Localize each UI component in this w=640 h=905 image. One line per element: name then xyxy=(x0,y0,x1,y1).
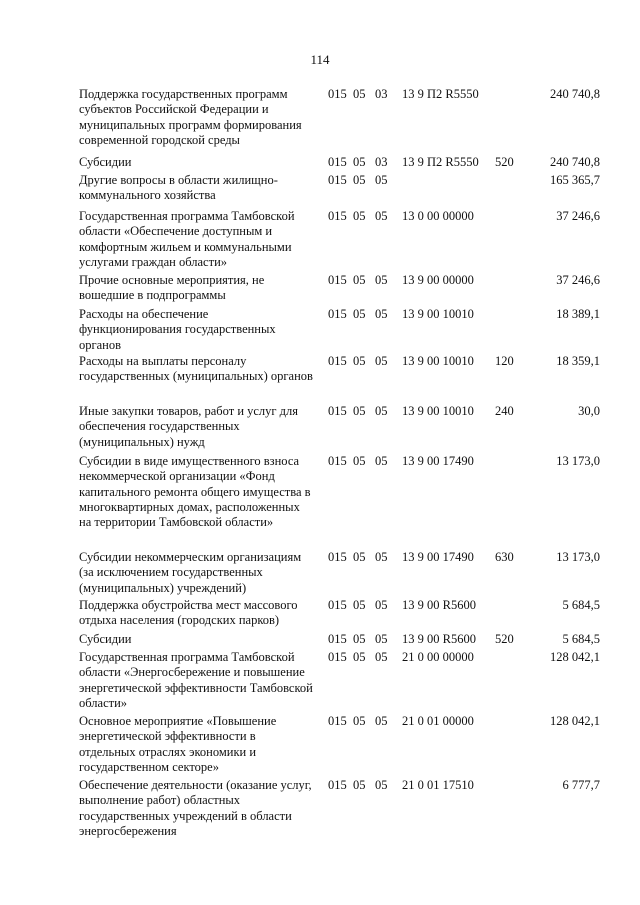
row-ministry-code: 015 xyxy=(328,307,347,321)
row-ministry-code: 015 xyxy=(328,404,347,418)
row-section-code: 05 xyxy=(353,650,366,664)
row-section-code: 05 xyxy=(353,87,366,101)
table-row xyxy=(0,550,640,598)
row-target-code: 13 9 П2 R5550 xyxy=(402,87,479,101)
row-amount: 6 777,7 xyxy=(562,778,600,792)
table-row xyxy=(0,650,640,714)
row-name: Субсидии xyxy=(79,155,132,169)
row-target-code: 13 9 00 00000 xyxy=(402,273,474,287)
table-row xyxy=(0,714,640,778)
table-row xyxy=(0,454,640,550)
row-target-code: 13 9 П2 R5550 xyxy=(402,155,479,169)
row-target-code: 13 9 00 10010 xyxy=(402,404,474,418)
row-subsection-code: 05 xyxy=(375,404,388,418)
row-subsection-code: 05 xyxy=(375,454,388,468)
row-subsection-code: 05 xyxy=(375,209,388,223)
row-expense-type: 120 xyxy=(495,354,514,368)
row-section-code: 05 xyxy=(353,778,366,792)
row-name: Субсидии xyxy=(79,632,132,646)
table-row xyxy=(0,87,640,155)
row-section-code: 05 xyxy=(353,307,366,321)
budget-table xyxy=(0,87,640,844)
row-name: Субсидии в виде имущественного взноса некоммерческой организации «Фонд капитального ремонта общего имущества в многоквартирных домах, расположенных на территории Тамбовской области» xyxy=(79,454,311,530)
row-ministry-code: 015 xyxy=(328,454,347,468)
row-ministry-code: 015 xyxy=(328,87,347,101)
row-subsection-code: 05 xyxy=(375,273,388,287)
row-amount: 13 173,0 xyxy=(556,454,600,468)
table-row xyxy=(0,155,640,173)
row-section-code: 05 xyxy=(353,209,366,223)
row-subsection-code: 05 xyxy=(375,632,388,646)
row-ministry-code: 015 xyxy=(328,650,347,664)
row-subsection-code: 05 xyxy=(375,173,388,187)
row-section-code: 05 xyxy=(353,404,366,418)
row-amount: 165 365,7 xyxy=(550,173,600,187)
row-target-code: 13 9 00 R5600 xyxy=(402,598,476,612)
row-expense-type: 630 xyxy=(495,550,514,564)
row-subsection-code: 05 xyxy=(375,307,388,321)
row-section-code: 05 xyxy=(353,354,366,368)
row-section-code: 05 xyxy=(353,714,366,728)
row-subsection-code: 03 xyxy=(375,155,388,169)
table-row xyxy=(0,778,640,844)
row-ministry-code: 015 xyxy=(328,354,347,368)
row-section-code: 05 xyxy=(353,632,366,646)
row-expense-type: 240 xyxy=(495,404,514,418)
row-name: Государственная программа Тамбовской области «Обеспечение доступным и комфортным жильем и коммунальными услугами граждан области» xyxy=(79,209,295,269)
row-ministry-code: 015 xyxy=(328,714,347,728)
row-ministry-code: 015 xyxy=(328,778,347,792)
row-expense-type: 520 xyxy=(495,632,514,646)
row-section-code: 05 xyxy=(353,173,366,187)
row-amount: 37 246,6 xyxy=(556,273,600,287)
row-name: Обеспечение деятельности (оказание услуг, выполнение работ) областных государственных учреждений в области энергосбережения xyxy=(79,778,312,838)
row-name: Иные закупки товаров, работ и услуг для обеспечения государственных (муниципальных) нужд xyxy=(79,404,299,449)
row-target-code: 13 9 00 10010 xyxy=(402,354,474,368)
row-amount: 240 740,8 xyxy=(550,87,600,101)
row-amount: 240 740,8 xyxy=(550,155,600,169)
row-amount: 5 684,5 xyxy=(562,632,600,646)
table-row xyxy=(0,632,640,650)
row-ministry-code: 015 xyxy=(328,598,347,612)
row-target-code: 21 0 00 00000 xyxy=(402,650,474,664)
row-name: Основное мероприятие «Повышение энергетической эффективности в отдельных отраслях экономики и государственном секторе» xyxy=(79,714,277,774)
row-amount: 5 684,5 xyxy=(562,598,600,612)
row-subsection-code: 05 xyxy=(375,550,388,564)
row-target-code: 13 9 00 R5600 xyxy=(402,632,476,646)
row-ministry-code: 015 xyxy=(328,550,347,564)
row-subsection-code: 05 xyxy=(375,598,388,612)
row-subsection-code: 05 xyxy=(375,714,388,728)
row-ministry-code: 015 xyxy=(328,632,347,646)
row-amount: 18 359,1 xyxy=(556,354,600,368)
row-target-code: 13 0 00 00000 xyxy=(402,209,474,223)
row-section-code: 05 xyxy=(353,550,366,564)
row-target-code: 13 9 00 10010 xyxy=(402,307,474,321)
row-section-code: 05 xyxy=(353,155,366,169)
row-subsection-code: 03 xyxy=(375,87,388,101)
row-target-code: 13 9 00 17490 xyxy=(402,454,474,468)
row-name: Поддержка обустройства мест массового отдыха населения (городских парков) xyxy=(79,598,298,628)
row-target-code: 13 9 00 17490 xyxy=(402,550,474,564)
row-name: Прочие основные мероприятия, не вошедшие в подпрограммы xyxy=(79,273,265,303)
row-subsection-code: 05 xyxy=(375,778,388,792)
row-expense-type: 520 xyxy=(495,155,514,169)
table-row xyxy=(0,273,640,307)
row-target-code: 21 0 01 17510 xyxy=(402,778,474,792)
row-name: Расходы на выплаты персоналу государственных (муниципальных) органов xyxy=(79,354,313,384)
row-amount: 128 042,1 xyxy=(550,650,600,664)
row-amount: 30,0 xyxy=(578,404,600,418)
table-row xyxy=(0,598,640,632)
table-row xyxy=(0,173,640,209)
row-section-code: 05 xyxy=(353,273,366,287)
table-row xyxy=(0,307,640,354)
row-name: Поддержка государственных программ субъектов Российской Федерации и муниципальных программ формирования современной городской среды xyxy=(79,87,302,147)
row-subsection-code: 05 xyxy=(375,354,388,368)
row-target-code: 21 0 01 00000 xyxy=(402,714,474,728)
row-amount: 128 042,1 xyxy=(550,714,600,728)
row-subsection-code: 05 xyxy=(375,650,388,664)
row-amount: 13 173,0 xyxy=(556,550,600,564)
row-name: Расходы на обеспечение функционирования государственных органов xyxy=(79,307,276,352)
page-number: 114 xyxy=(310,52,330,67)
row-name: Другие вопросы в области жилищно-коммунального хозяйства xyxy=(79,173,278,203)
table-row xyxy=(0,354,640,404)
row-name: Субсидии некоммерческим организациям (за исключением государственных (муниципальных) учреждений) xyxy=(79,550,302,595)
row-ministry-code: 015 xyxy=(328,273,347,287)
row-ministry-code: 015 xyxy=(328,209,347,223)
table-row xyxy=(0,404,640,454)
row-ministry-code: 015 xyxy=(328,173,347,187)
row-amount: 18 389,1 xyxy=(556,307,600,321)
row-ministry-code: 015 xyxy=(328,155,347,169)
table-row xyxy=(0,209,640,273)
row-section-code: 05 xyxy=(353,598,366,612)
row-section-code: 05 xyxy=(353,454,366,468)
row-name: Государственная программа Тамбовской области «Энергосбережение и повышение энергетической эффективности Тамбовской области» xyxy=(79,650,313,710)
row-amount: 37 246,6 xyxy=(556,209,600,223)
